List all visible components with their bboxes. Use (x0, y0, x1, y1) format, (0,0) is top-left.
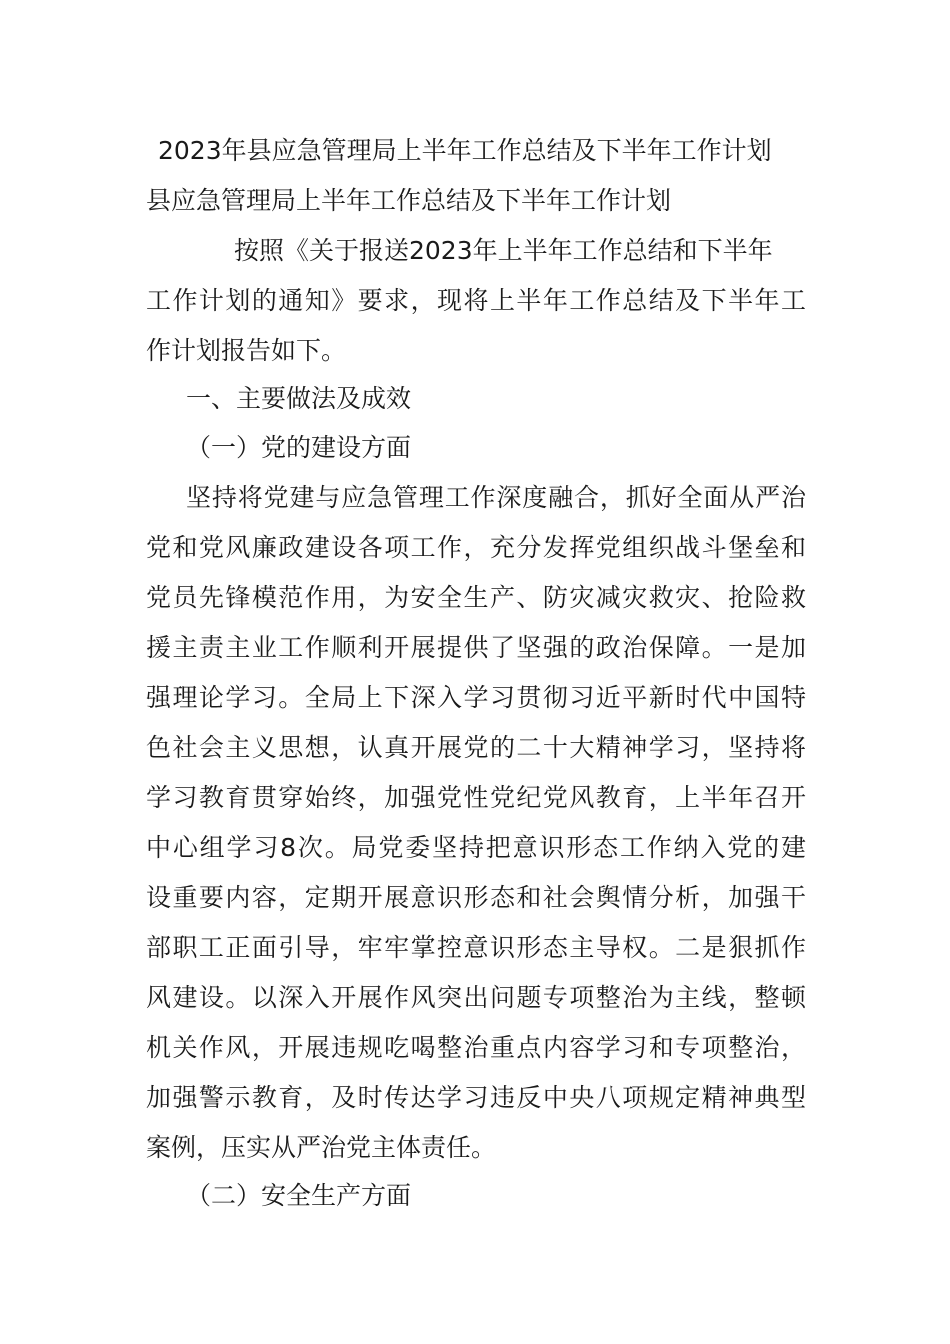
paragraph-line: 中心组学习8次。局党委坚持把意识形态工作纳入党的建 (146, 833, 806, 862)
paragraph-line: 强理论学习。全局上下深入学习贯彻习近平新时代中国特 (146, 683, 806, 712)
subsection-heading: （二）安全生产方面 (186, 1181, 412, 1210)
paragraph-line: 加强警示教育，及时传达学习违反中央八项规定精神典型 (146, 1083, 806, 1112)
subsection-heading: （一）党的建设方面 (186, 433, 412, 462)
paragraph-line: 部职工正面引导，牢牢掌控意识形态主导权。二是狠抓作 (146, 933, 806, 962)
paragraph-line: 坚持将党建与应急管理工作深度融合，抓好全面从严治 (186, 483, 806, 512)
intro-line: 作计划报告如下。 (146, 336, 347, 365)
intro-line: 按照《关于报送2023年上半年工作总结和下半年 (234, 236, 773, 265)
paragraph-line: 援主责主业工作顺利开展提供了坚强的政治保障。一是加 (146, 633, 806, 662)
paragraph-line: 色社会主义思想，认真开展党的二十大精神学习，坚持将 (146, 733, 806, 762)
section-heading: 一、主要做法及成效 (186, 384, 412, 413)
paragraph-line: 学习教育贯穿始终，加强党性党纪党风教育，上半年召开 (146, 783, 806, 812)
paragraph-line: 机关作风，开展违规吃喝整治重点内容学习和专项整治， (146, 1033, 806, 1062)
document-title: 2023年县应急管理局上半年工作总结及下半年工作计划 (158, 136, 772, 165)
paragraph-line: 党和党风廉政建设各项工作，充分发挥党组织战斗堡垒和 (146, 533, 806, 562)
paragraph-line: 风建设。以深入开展作风突出问题专项整治为主线，整顿 (146, 983, 806, 1012)
paragraph-line: 党员先锋模范作用，为安全生产、防灾减灾救灾、抢险救 (146, 583, 806, 612)
document-subtitle: 县应急管理局上半年工作总结及下半年工作计划 (146, 186, 672, 215)
paragraph-line: 案例，压实从严治党主体责任。 (146, 1133, 497, 1162)
paragraph-line: 设重要内容，定期开展意识形态和社会舆情分析，加强干 (146, 883, 806, 912)
intro-line: 工作计划的通知》要求，现将上半年工作总结及下半年工 (146, 286, 806, 315)
